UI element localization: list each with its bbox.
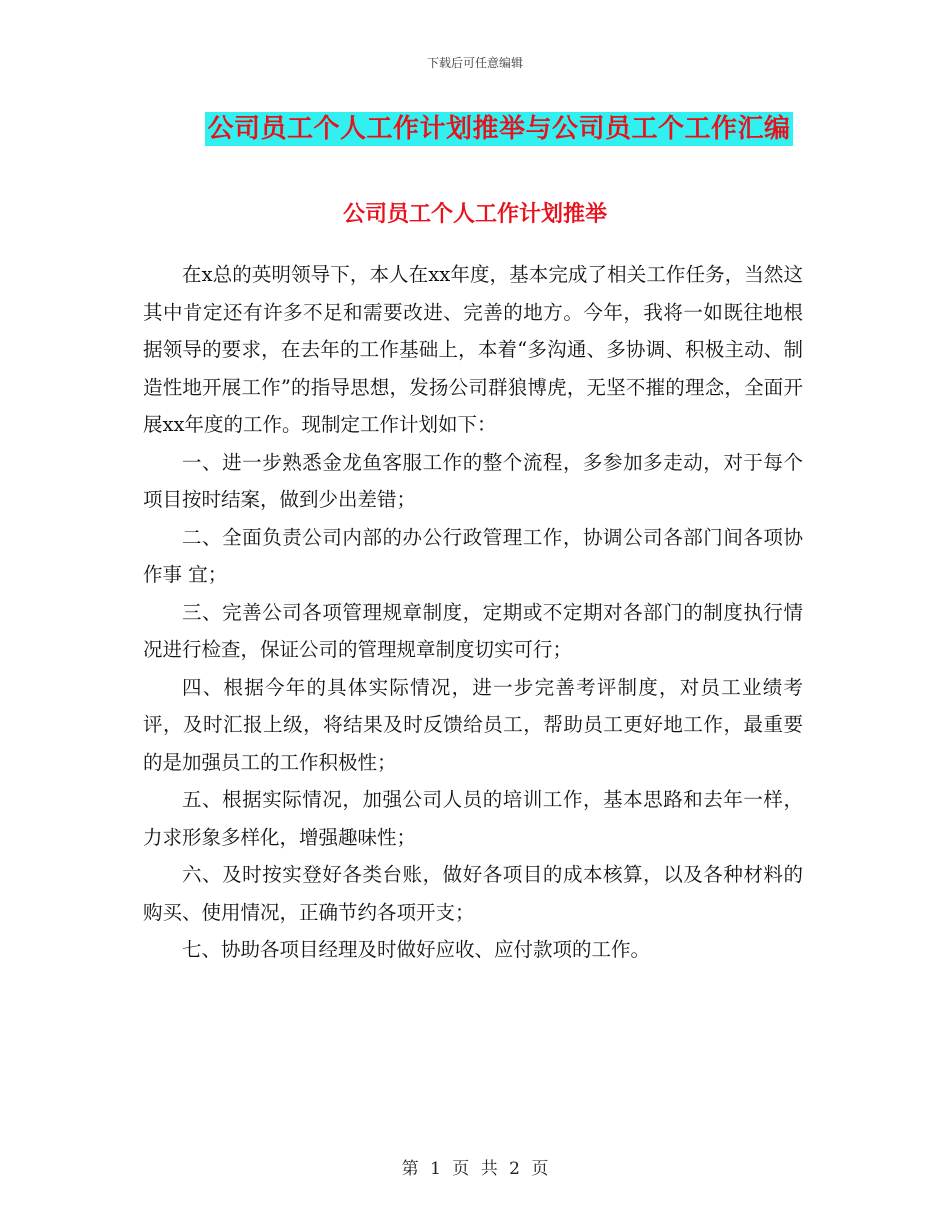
paragraph-item-7: 七、协助各项目经理及时做好应收、应付款项的工作。 bbox=[182, 938, 651, 961]
section-title: 公司员工个人工作计划推举 bbox=[342, 201, 607, 227]
paragraph-item-2: 二、全面负责公司内部的办公行政管理工作，协调公司各部门间各项协作事 宜； bbox=[143, 525, 803, 586]
paragraph-item-6: 六、及时按实登好各类台账，做好各项目的成本核算，以及各种材料的购买、使用情况，正确节约各项开支； bbox=[143, 863, 803, 924]
page-number-footer: 第 1 页 共 2 页 bbox=[401, 1159, 549, 1179]
paragraph-item-4: 四、根据今年的具体实际情况，进一步完善考评制度，对员工业绩考评，及时汇报上级，将结果及时反馈给员工，帮助员工更好地工作，最重要的是加强员工的工作积极性； bbox=[143, 675, 803, 774]
page-header-note: 下载后可任意编辑 bbox=[426, 56, 523, 70]
paragraph-item-1: 一、进一步熟悉金龙鱼客服工作的整个流程，多参加多走动，对于每个项目按时结案，做到少出差错； bbox=[143, 450, 803, 511]
document-body bbox=[143, 220, 803, 969]
paragraph-intro: 在x总的英明领导下，本人在xx年度，基本完成了相关工作任务，当然这其中肯定还有许多不足和需要改进、完善的地方。今年，我将一如既往地根据领导的要求，在去年的工作基础上，本着“多沟通、多协调、积极主动、制造性地开展工作”的指导思想，发扬公司群狼博虎，无坚不摧的理念，全面开展xx年度的工作。现制定工作计划如下： bbox=[143, 263, 803, 436]
paragraph-item-5: 五、根据实际情况，加强公司人员的培训工作，基本思路和去年一样，力求形象多样化，增强趣味性； bbox=[143, 788, 803, 849]
document-title-container bbox=[0, 112, 950, 146]
document-title: 公司员工个人工作计划推举与公司员工个工作汇编 bbox=[207, 114, 791, 144]
paragraph-item-3: 三、完善公司各项管理规章制度，定期或不定期对各部门的制度执行情况进行检查，保证公司的管理规章制度切实可行； bbox=[143, 600, 803, 661]
